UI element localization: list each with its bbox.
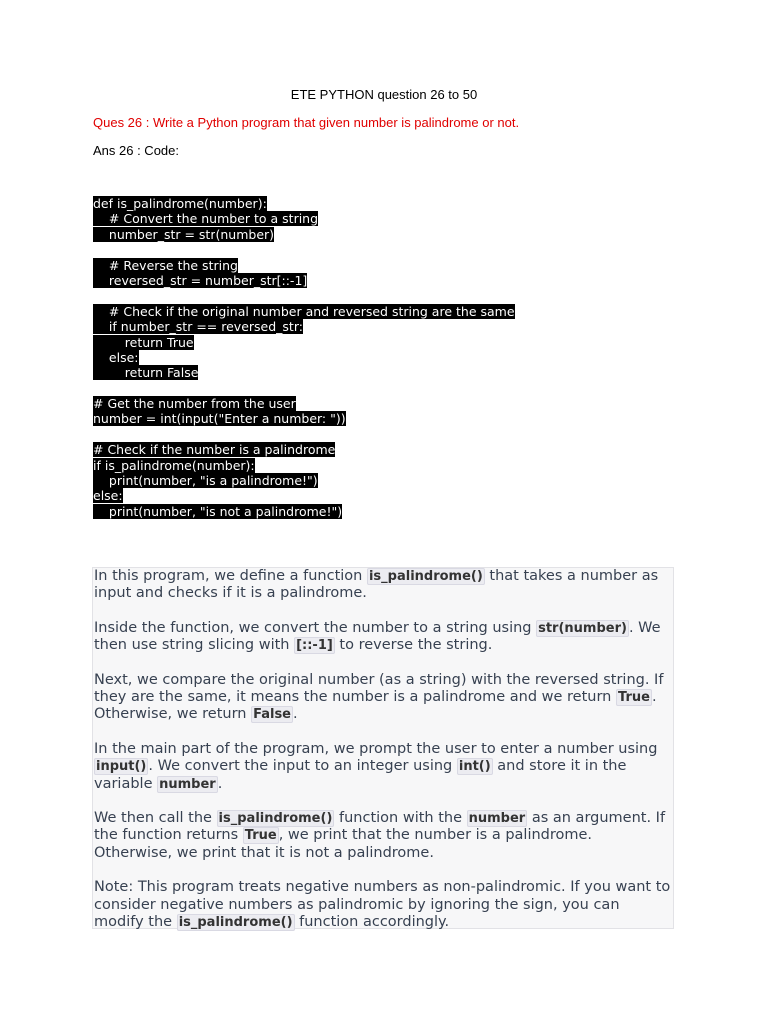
- code-line: if is_palindrome(number):: [93, 457, 255, 473]
- explanation-paragraph: In the main part of the program, we prompt the user to enter a number using input() . We convert the input to an integer using int() and store it in the variable number .: [94, 740, 658, 792]
- code-line: # Check if the original number and reversed string are the same: [93, 304, 515, 319]
- explanation-box: [92, 567, 674, 929]
- question-text: Ques 26 : Write a Python program that given number is palindrome or not.: [93, 115, 520, 130]
- code-line: return False: [93, 365, 515, 380]
- code-line: def is_palindrome(number):: [93, 196, 267, 211]
- code-line: if number_str == reversed_str:: [93, 319, 515, 334]
- inline-code: number: [159, 776, 216, 792]
- code-blank-line: [93, 288, 515, 303]
- code-line: return True: [93, 335, 515, 350]
- code-line: # Convert the number to a string: [93, 211, 515, 226]
- code-line: else:: [93, 350, 515, 365]
- inline-code: number: [468, 811, 526, 827]
- code-blank-line: [93, 381, 515, 396]
- inline-code: is_palindrome(): [178, 914, 293, 930]
- code-line: number_str = str(number): [93, 227, 515, 242]
- inline-code: True: [244, 828, 277, 844]
- code-blank-line: [93, 242, 515, 257]
- inline-code: is_palindrome(): [368, 569, 483, 584]
- code-line: reversed_str = number_str[::-1]: [93, 273, 515, 288]
- explanation-paragraph: Next, we compare the original number (as a string) with the reversed string. If they are the same, it means the number is a palindrome and we return True . Otherwise, we return False .: [94, 671, 664, 723]
- explanation-paragraph: Note: This program treats negative numbers as non-palindromic. If you want to consider negative numbers as palindromic by ignoring the sign, you can modify the is_palindrome() function accordingly.: [94, 879, 671, 930]
- inline-code: [::-1]: [296, 638, 333, 654]
- inline-code: str(number): [538, 620, 627, 636]
- inline-code: True: [618, 690, 650, 706]
- explanation-paragraph: In this program, we define a function is_palindrome() that takes a number as input and checks if it is a palindrome.: [94, 568, 659, 602]
- code-line: number = int(input("Enter a number: ")): [93, 411, 346, 427]
- code-blank-line: [93, 427, 515, 442]
- code-line: print(number, "is not a palindrome!"): [93, 504, 515, 519]
- code-line: # Reverse the string: [93, 258, 515, 273]
- inline-code: is_palindrome(): [218, 811, 333, 827]
- document-title: ETE PYTHON question 26 to 50: [290, 87, 478, 102]
- code-line: # Check if the number is a palindrome: [93, 442, 336, 458]
- code-line: else:: [93, 488, 123, 504]
- code-block: [93, 196, 515, 519]
- code-line: print(number, "is a palindrome!"): [93, 473, 515, 488]
- inline-code: False: [253, 707, 291, 723]
- inline-code: int(): [458, 759, 491, 775]
- explanation-paragraph: We then call the is_palindrome() function with the number as an argument. If the function returns True , we print that the number is a palindrome. Otherwise, we print that it is not a palindrome.: [94, 810, 666, 861]
- inline-code: input(): [96, 759, 147, 775]
- explanation-paragraph: Inside the function, we convert the number to a string using str(number) . We then use string slicing with [::-1] to reverse the string.: [94, 619, 661, 654]
- answer-label: Ans 26 : Code:: [93, 143, 179, 158]
- code-line: # Get the number from the user: [93, 396, 296, 412]
